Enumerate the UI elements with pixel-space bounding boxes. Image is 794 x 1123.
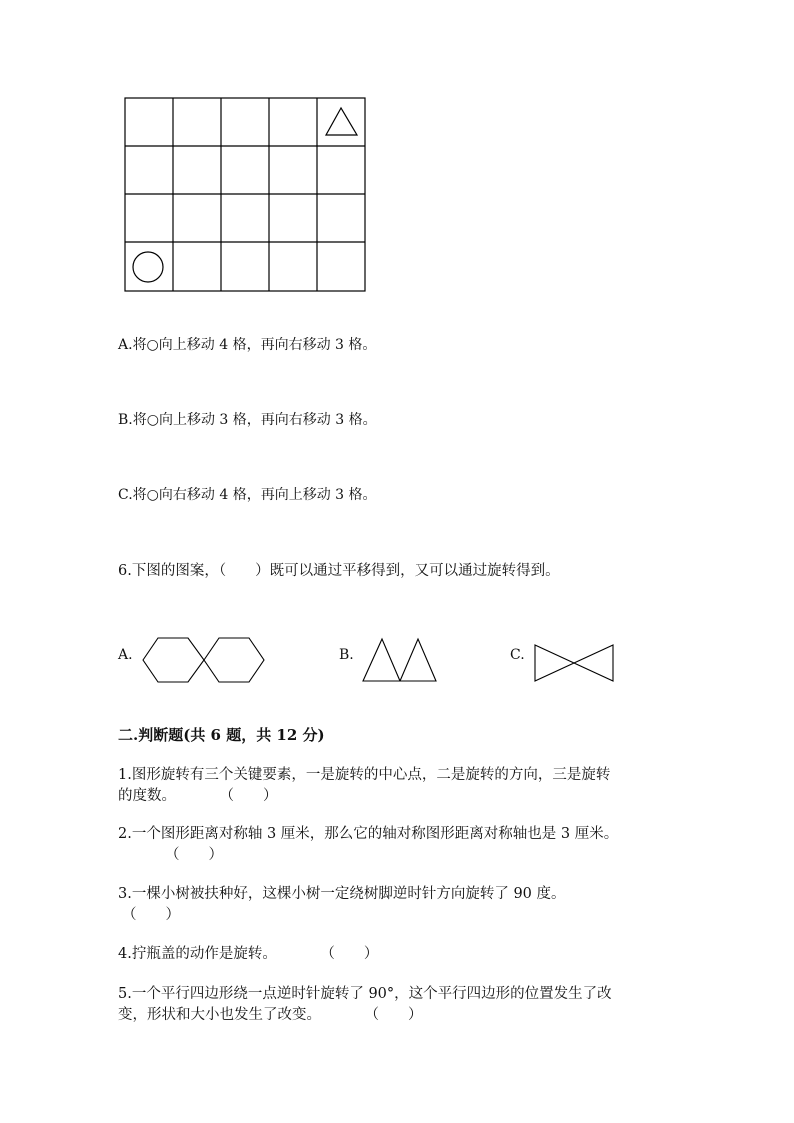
q6-stem: 6.下图的图案，（ ）既可以通过平移得到，又可以通过旋转得到。 (118, 563, 560, 579)
q6-option-c-label: C. (510, 647, 525, 663)
q6-option-a-label: A. (118, 647, 133, 663)
option-text: 将○向上移动 3 格，再向右移动 3 格。 (132, 412, 377, 428)
judge-item-2-line2: （ ） (165, 847, 223, 863)
judge-item-1-line1: 1.图形旋转有三个关键要素，一是旋转的中心点，二是旋转的方向，三是旋转 (118, 767, 611, 783)
section-title: 二.判断题(共 6 题，共 12 分) (118, 726, 325, 744)
judge-item-5-line1: 5.一个平行四边形绕一点逆时针旋转了 90°，这个平行四边形的位置发生了改 (118, 986, 612, 1002)
judge-item-3-line2: （ ） (122, 907, 180, 923)
q6-option-b-label: B. (339, 647, 354, 663)
double-hexagon-icon (143, 638, 264, 682)
option-label: A. (118, 337, 133, 353)
option-text: 将○向右移动 4 格，再向上移动 3 格。 (132, 487, 377, 503)
judge-item-3-line1: 3.一棵小树被扶种好，这棵小树一定绕树脚逆时针方向旋转了 90 度。 (118, 886, 566, 902)
double-triangle-icon (363, 639, 436, 681)
option-label: C. (118, 487, 133, 503)
option-label: B. (118, 412, 133, 428)
bowtie-icon (535, 645, 613, 681)
judge-item-2-line1: 2.一个图形距离对称轴 3 厘米，那么它的轴对称图形距离对称轴也是 3 厘米。 (118, 826, 619, 842)
judge-item-1-line2: 的度数。 （ ） (118, 788, 278, 804)
option-text: 将○向上移动 4 格，再向右移动 3 格。 (132, 337, 377, 353)
judge-item-4: 4.拧瓶盖的动作是旋转。 （ ） (118, 946, 379, 962)
judge-item-5-line2: 变，形状和大小也发生了改变。 （ ） (118, 1007, 423, 1023)
